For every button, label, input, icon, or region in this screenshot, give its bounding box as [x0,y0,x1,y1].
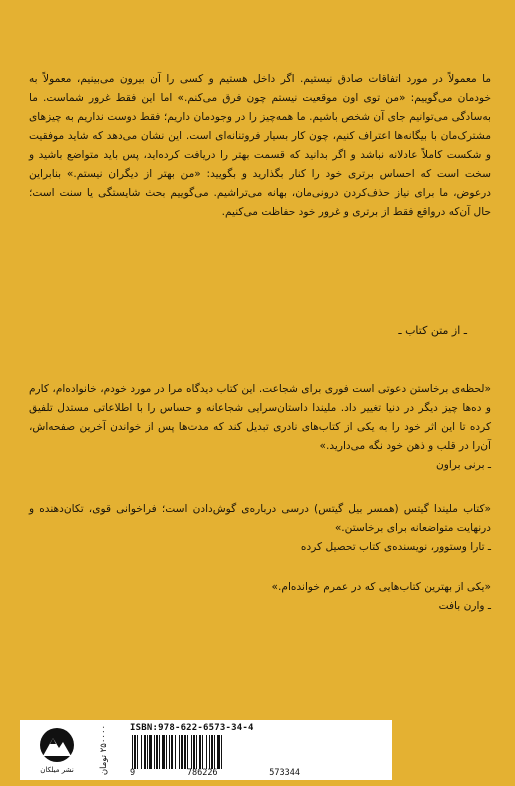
publisher-logo [29,726,85,774]
barcode-bar [199,735,201,769]
barcode-bar [187,735,188,769]
blurb-author: ـ تارا وستوور، نویسنده‌ی کتاب تحصیل کرده [300,541,491,553]
barcode-bar [221,735,222,769]
barcode-bar [156,735,158,769]
price-text: ۲۵۰۰۰۰ تومان [99,724,109,776]
barcode-bar [149,735,152,769]
barcode-bar [162,735,165,769]
blurb-buffett [29,578,491,616]
barcode-bar [175,735,176,769]
barcode-bar [134,735,136,769]
barcode-bar [141,735,142,769]
publisher-name: نشر میلکان [40,766,74,774]
barcode-bar [209,735,210,769]
isbn-barcode [130,723,390,778]
barcode-bar [193,735,195,769]
blurb-quote: «لحظه‌ی برخاستن دعوتی است فوری برای شجاعت. این کتاب دیدگاه مرا در مورد خودم، خانواده‌ام، کارم و ده‌ها چیز دیگر در دنیا تغییر داد. ملیندا داستان‌سرایی شجاعانه و حساس را با اطلاعاتی مستدل تلفیق کرده تا این اثر خود را به یکی از کتاب‌های نادری تبدیل کند که مدت‌ها پس از خواندن آخرین صفحه‌اش، آن‌را در قلب و ذهن خود نگه می‌دارید.» [29,383,491,452]
excerpt-block [29,70,491,222]
excerpt-text: ما معمولاً در مورد اتفاقات صادق نیستیم. اگر داخل هستیم و کسی را آن بیرون می‌بینیم، معمولاً به خودمان می‌گوییم: «من توی اون موقعیت نیستم چون فرق می‌کنم.» اما این فقط غرور شماست. ما به‌سادگی می‌توانیم جای آن شخص باشیم. ما همه‌چیز را در وجودمان داریم؛ فقط دوست نداریم به چیزهای مشترک‌مان با بیگانه‌ها اعتراف کنیم، چون کار بسیار فروتنانه‌ای است. این نشان می‌دهد که شاید موفقیت و شکست کاملاً عادلانه نباشد و اگر بدانید که قسمت بهتر را دریافت کرده‌اید، پس باید متواضع باشید و سخت است که احساس برتری خود را کنار بگذارید و بگویید: «من بهتر از دیگران نیستم.» بنابراین درعوض، ما برای نیاز حذف‌کردن درونی‌مان، بهانه می‌تراشیم. می‌گوییم بحث شایستگی یا سنت است؛ حال آن‌که درواقع فقط از برتری و غرور خود حفاظت می‌کنیم. [29,73,491,218]
blurb-quote: «یکی از بهترین کتاب‌هایی که در عمرم خوانده‌ام.» [271,581,491,593]
barcode-bar [211,735,213,769]
barcode-bar [196,735,197,769]
barcode-bar [137,735,138,769]
barcode-bar [171,735,173,769]
barcode-bar [179,735,180,769]
barcode-bar [206,735,207,769]
barcode-digits [130,768,300,778]
barcode-bar [217,735,220,769]
barcode-lead-digit: 9 [130,768,136,778]
barcode-bar [144,735,146,769]
barcode-bar [147,735,148,769]
isbn-label: ISBN:978-622-6573-34-4 [130,723,254,733]
blurb-author: ـ برنی براون [435,459,491,471]
barcode-bar [169,735,170,769]
barcode-bar [191,735,192,769]
barcode-bar [184,735,186,769]
excerpt-source [347,321,467,340]
barcode-bar [132,735,133,769]
barcode-icon [130,735,320,769]
mountain-icon [29,726,85,764]
barcode-bar [154,735,155,769]
blurb-brown [29,380,491,475]
barcode-bar [214,735,215,769]
barcode-group-2: 573344 [269,768,300,778]
blurb-quote: «کتاب ملیندا گیتس (همسر بیل گیتس) درسی درباره‌ی گوش‌دادن است؛ فراخوانی قوی، تکان‌دهنده و درنهایت متواضعانه برای برخاستن.» [29,503,491,534]
blurb-westover [29,500,491,557]
barcode-bar [166,735,167,769]
barcode-group-1: 786226 [186,768,218,778]
barcode-bar [159,735,160,769]
barcode-bar [202,735,203,769]
excerpt-source-label: ـ از متن کتاب ـ [398,324,467,337]
barcode-bar [181,735,183,769]
blurb-author: ـ وارن بافت [438,600,491,612]
price-label [92,724,116,776]
